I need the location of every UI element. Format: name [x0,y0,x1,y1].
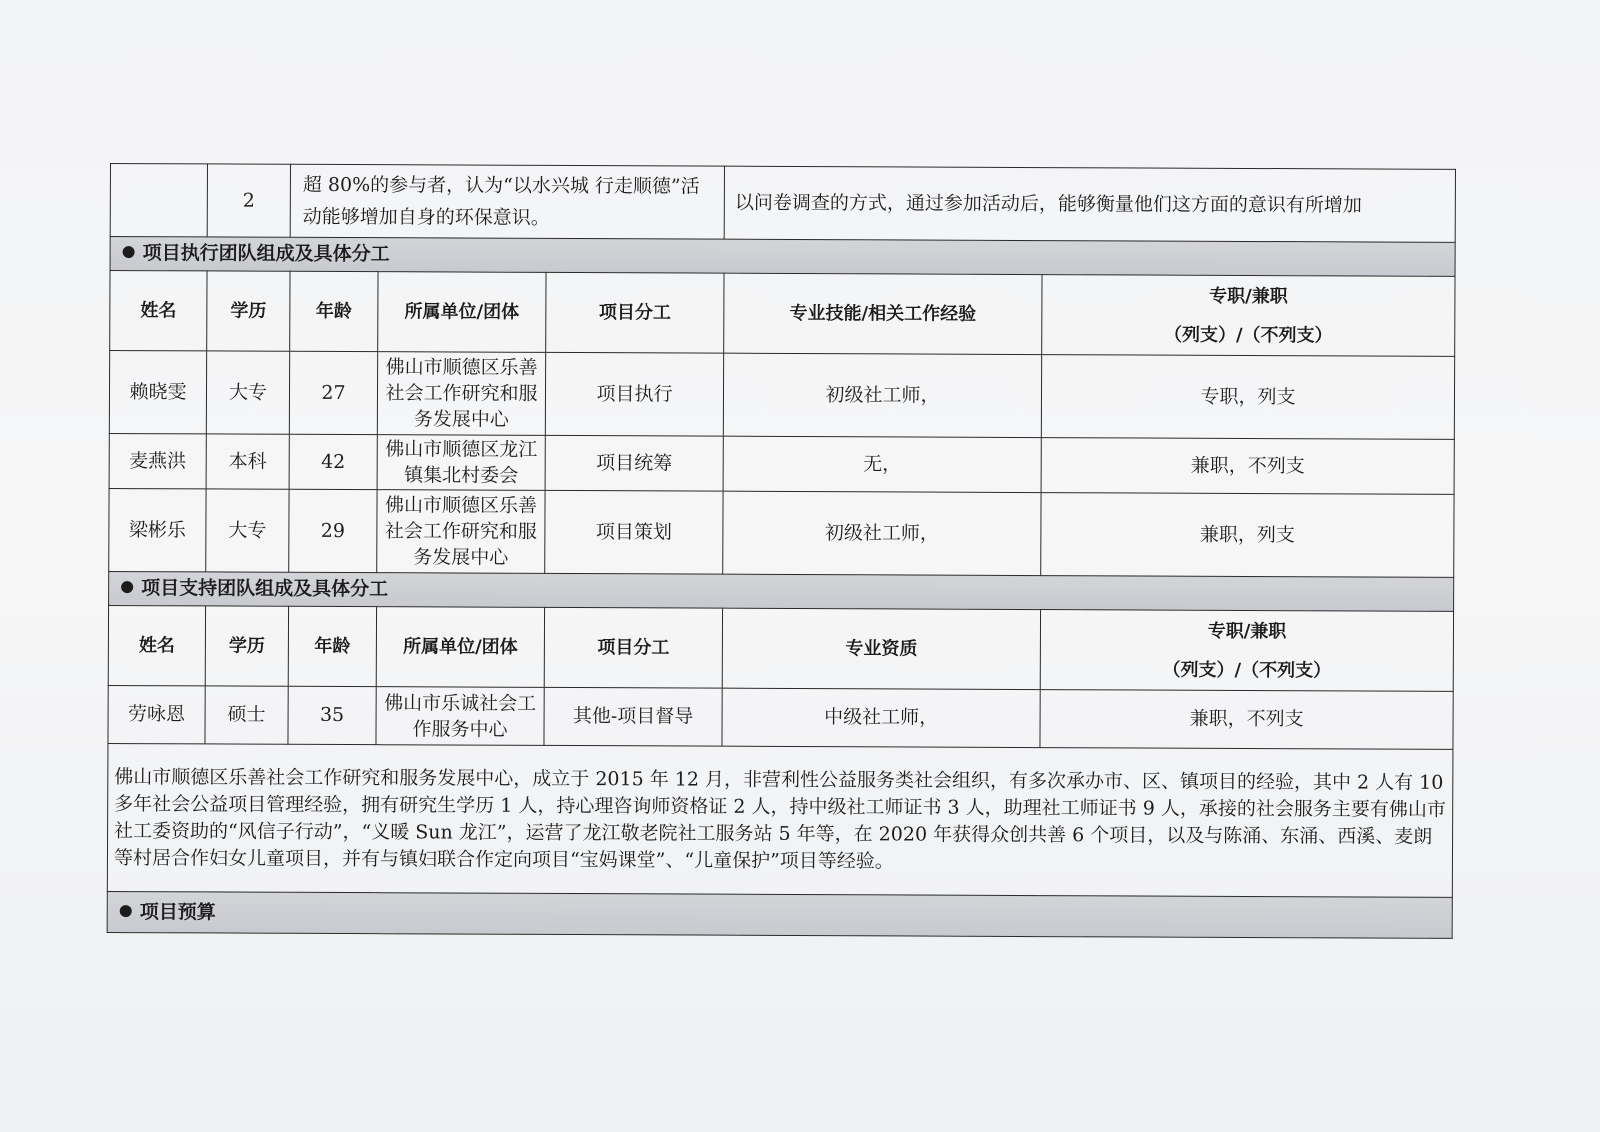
member-unit: 佛山市顺德区龙江镇集北村委会 [377,435,545,491]
outcome-row [110,164,1455,243]
col-header-status [1042,275,1455,357]
col-header-name: 姓名 [108,605,205,685]
member-status: 专职，列支 [1041,355,1454,440]
col-header-unit: 所属单位/团体 [376,607,544,688]
col-header-status-top: 专职/兼职 [1209,285,1288,307]
col-header-education: 学历 [205,606,288,686]
col-header-status-bottom: （列支）/（不列支） [1163,324,1333,346]
outcome-indicator: 超 80%的参与者，认为“以水兴城 行走顺德”活动能够增加自身的环保意识。 [290,164,724,239]
outcome-method: 以问卷调查的方式，通过参加活动后，能够衡量他们这方面的意识有所增加 [724,166,1455,242]
col-header-name: 姓名 [110,271,207,351]
member-status: 兼职，不列支 [1041,438,1454,495]
member-age: 35 [288,686,376,744]
member-name: 赖晓雯 [109,351,206,434]
col-header-role: 项目分工 [544,607,722,688]
exec-team-header-row [110,271,1455,357]
col-header-status [1040,610,1453,692]
member-unit: 佛山市乐诚社会工作服务中心 [376,687,544,746]
table-row [108,685,1453,749]
member-role: 项目统筹 [545,435,723,491]
col-header-age: 年龄 [288,606,376,686]
support-team-title: 项目支持团队组成及具体分工 [141,577,389,601]
member-unit: 佛山市顺德区乐善社会工作研究和服务发展中心 [377,352,545,436]
member-name: 劳咏恩 [108,685,205,743]
col-header-unit: 所属单位/团体 [378,272,546,353]
budget-section-header [107,891,1452,938]
outcome-index: 2 [207,164,290,237]
exec-team-section-header [110,237,1455,277]
member-name: 梁彬乐 [109,488,206,571]
org-description: 佛山市顺德区乐善社会工作研究和服务发展中心，成立于 2015 年 12 月，非营利性公益服务类社会组织，有多次承办市、区、镇项目的经验，其中 2 人有 10 多年社会公益项目管理经验，拥有研究生学历 1 人，持心理咨询师资格证 2 人，持中级社工师证书 3 人，助理社工师证书 9 人，承接的社会服务主要有佛山市社工委资助的“风信子行动”，“义暖 Sun 龙江”，运营了龙江敬老院社工服务站 5 年等，在 2020 年获得众创共善 6 个项目，以及与陈涌、东涌、西溪、麦朗等村居合作妇女儿童项目，并有与镇妇联合作定向项目“宝妈课堂”、“儿童保护”项目等经验。 [113,765,1446,872]
application-form-table [107,163,1456,939]
member-status: 兼职，不列支 [1040,690,1453,750]
member-age: 27 [289,351,377,434]
col-header-education: 学历 [207,271,290,351]
exec-team-title: 项目执行团队组成及具体分工 [142,242,390,266]
col-header-age: 年龄 [290,271,378,351]
member-age: 29 [289,489,377,572]
member-skill: 初级社工师， [723,491,1041,575]
bullet-icon [121,581,133,593]
col-header-qualification: 专业资质 [722,608,1040,689]
member-status: 兼职，列支 [1041,493,1454,578]
outcome-blank-cell [110,164,207,237]
col-header-skill: 专业技能/相关工作经验 [724,273,1042,354]
member-education: 本科 [206,434,289,489]
support-team-header-row [108,605,1453,691]
org-description-cell [107,743,1453,897]
member-name: 麦燕洪 [109,433,206,488]
member-skill: 初级社工师， [723,353,1041,437]
bullet-icon [123,246,135,258]
member-role: 项目执行 [545,352,723,436]
member-role: 其他-项目督导 [544,687,722,746]
table-row [109,488,1454,577]
member-skill: 无， [723,436,1041,492]
member-age: 42 [289,434,377,489]
col-header-status-top: 专职/兼职 [1207,620,1287,642]
table-row [109,433,1454,494]
member-unit: 佛山市顺德区乐善社会工作研究和服务发展中心 [377,490,545,574]
member-education: 硕士 [205,686,288,744]
member-education: 大专 [206,489,289,572]
support-team-section-header [109,571,1454,611]
member-qualification: 中级社工师， [722,688,1040,747]
table-row [109,351,1454,440]
bullet-icon [120,905,132,917]
col-header-role: 项目分工 [546,272,724,353]
member-role: 项目策划 [545,490,723,574]
org-description-row [107,743,1453,897]
budget-title: 项目预算 [139,900,216,923]
member-education: 大专 [206,351,289,434]
col-header-status-bottom: （列支）/（不列支） [1162,659,1332,681]
